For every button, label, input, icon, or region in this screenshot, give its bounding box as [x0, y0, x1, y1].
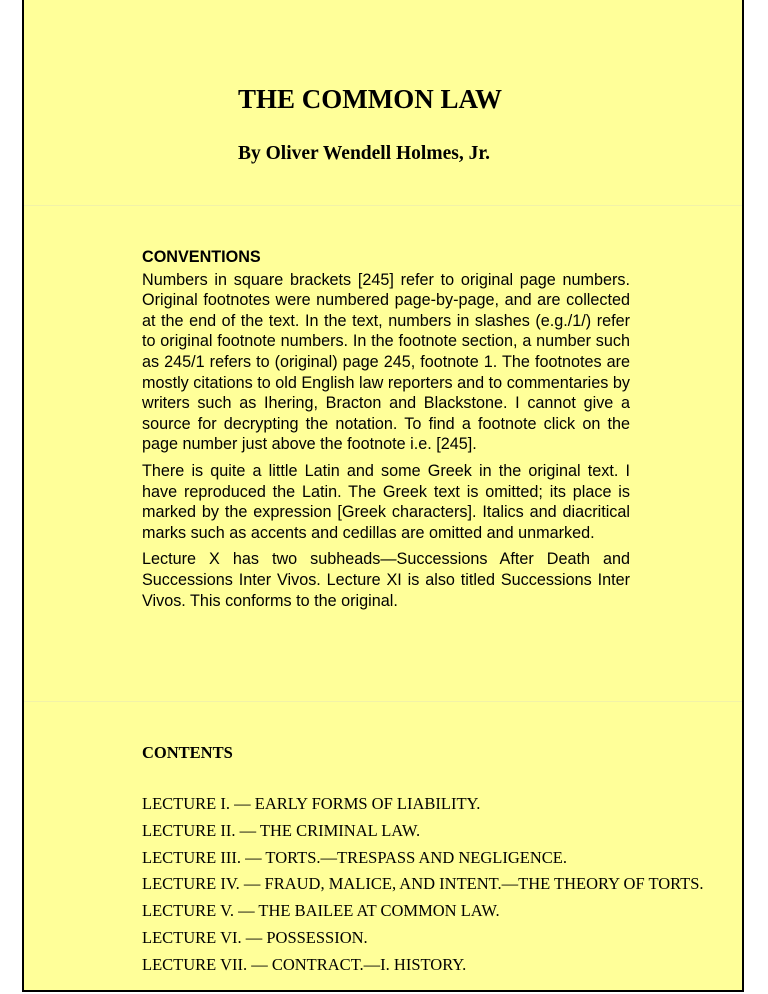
- toc-item-lecture-2[interactable]: LECTURE II. — THE CRIMINAL LAW.: [142, 820, 421, 840]
- document-page: [22, 0, 744, 992]
- toc-item-lecture-4[interactable]: LECTURE IV. — FRAUD, MALICE, AND INTENT.—THE THEORY OF TORTS.: [142, 874, 704, 894]
- document-author: By Oliver Wendell Holmes, Jr.: [238, 143, 491, 164]
- section-divider: [24, 701, 742, 702]
- toc-item-lecture-5[interactable]: LECTURE V. — THE BAILEE AT COMMON LAW.: [142, 901, 500, 921]
- conventions-section: [142, 247, 630, 617]
- conventions-heading: CONVENTIONS: [142, 248, 261, 266]
- toc-item-lecture-6[interactable]: LECTURE VI. — POSSESSION.: [142, 927, 368, 947]
- toc-item-lecture-1[interactable]: LECTURE I. — EARLY FORMS OF LIABILITY.: [142, 794, 481, 813]
- conventions-paragraph: Lecture X has two subheads—Successions After Death and Successions Inter Vivos. Lecture XI is also titled Successions Inter Vivos. This conforms to the original.: [142, 550, 630, 610]
- table-of-contents: [142, 793, 704, 981]
- document-title: THE COMMON LAW: [238, 84, 503, 114]
- conventions-paragraph: Numbers in square brackets [245] refer to original page numbers. Original footnotes were numbered page-by-page, and are collected at the end of the text. In the text, numbers in slashes (e.g./1/) refer to original footnote numbers. In the footnote section, a number such as 245/1 refers to (original) page 245, footnote 1. The footnotes are mostly citations to old English law reporters and to commentaries by writers such as Ihering, Bracton and Blackstone. I cannot give a source for decrypting the notation. To find a footnote click on the page number just above the footnote i.e. [245].: [142, 270, 630, 454]
- section-divider: [24, 205, 742, 206]
- toc-item-lecture-7[interactable]: LECTURE VII. — CONTRACT.—I. HISTORY.: [142, 954, 467, 974]
- toc-item-lecture-3[interactable]: LECTURE III. — TORTS.—TRESPASS AND NEGLIGENCE.: [142, 847, 567, 867]
- contents-heading: CONTENTS: [142, 743, 233, 762]
- conventions-paragraph: There is quite a little Latin and some Greek in the original text. I have reproduced the Latin. The Greek text is omitted; its place is marked by the expression [Greek characters]. Italics and diacritical marks such as accents and cedillas are omitted and unmarked.: [142, 461, 630, 542]
